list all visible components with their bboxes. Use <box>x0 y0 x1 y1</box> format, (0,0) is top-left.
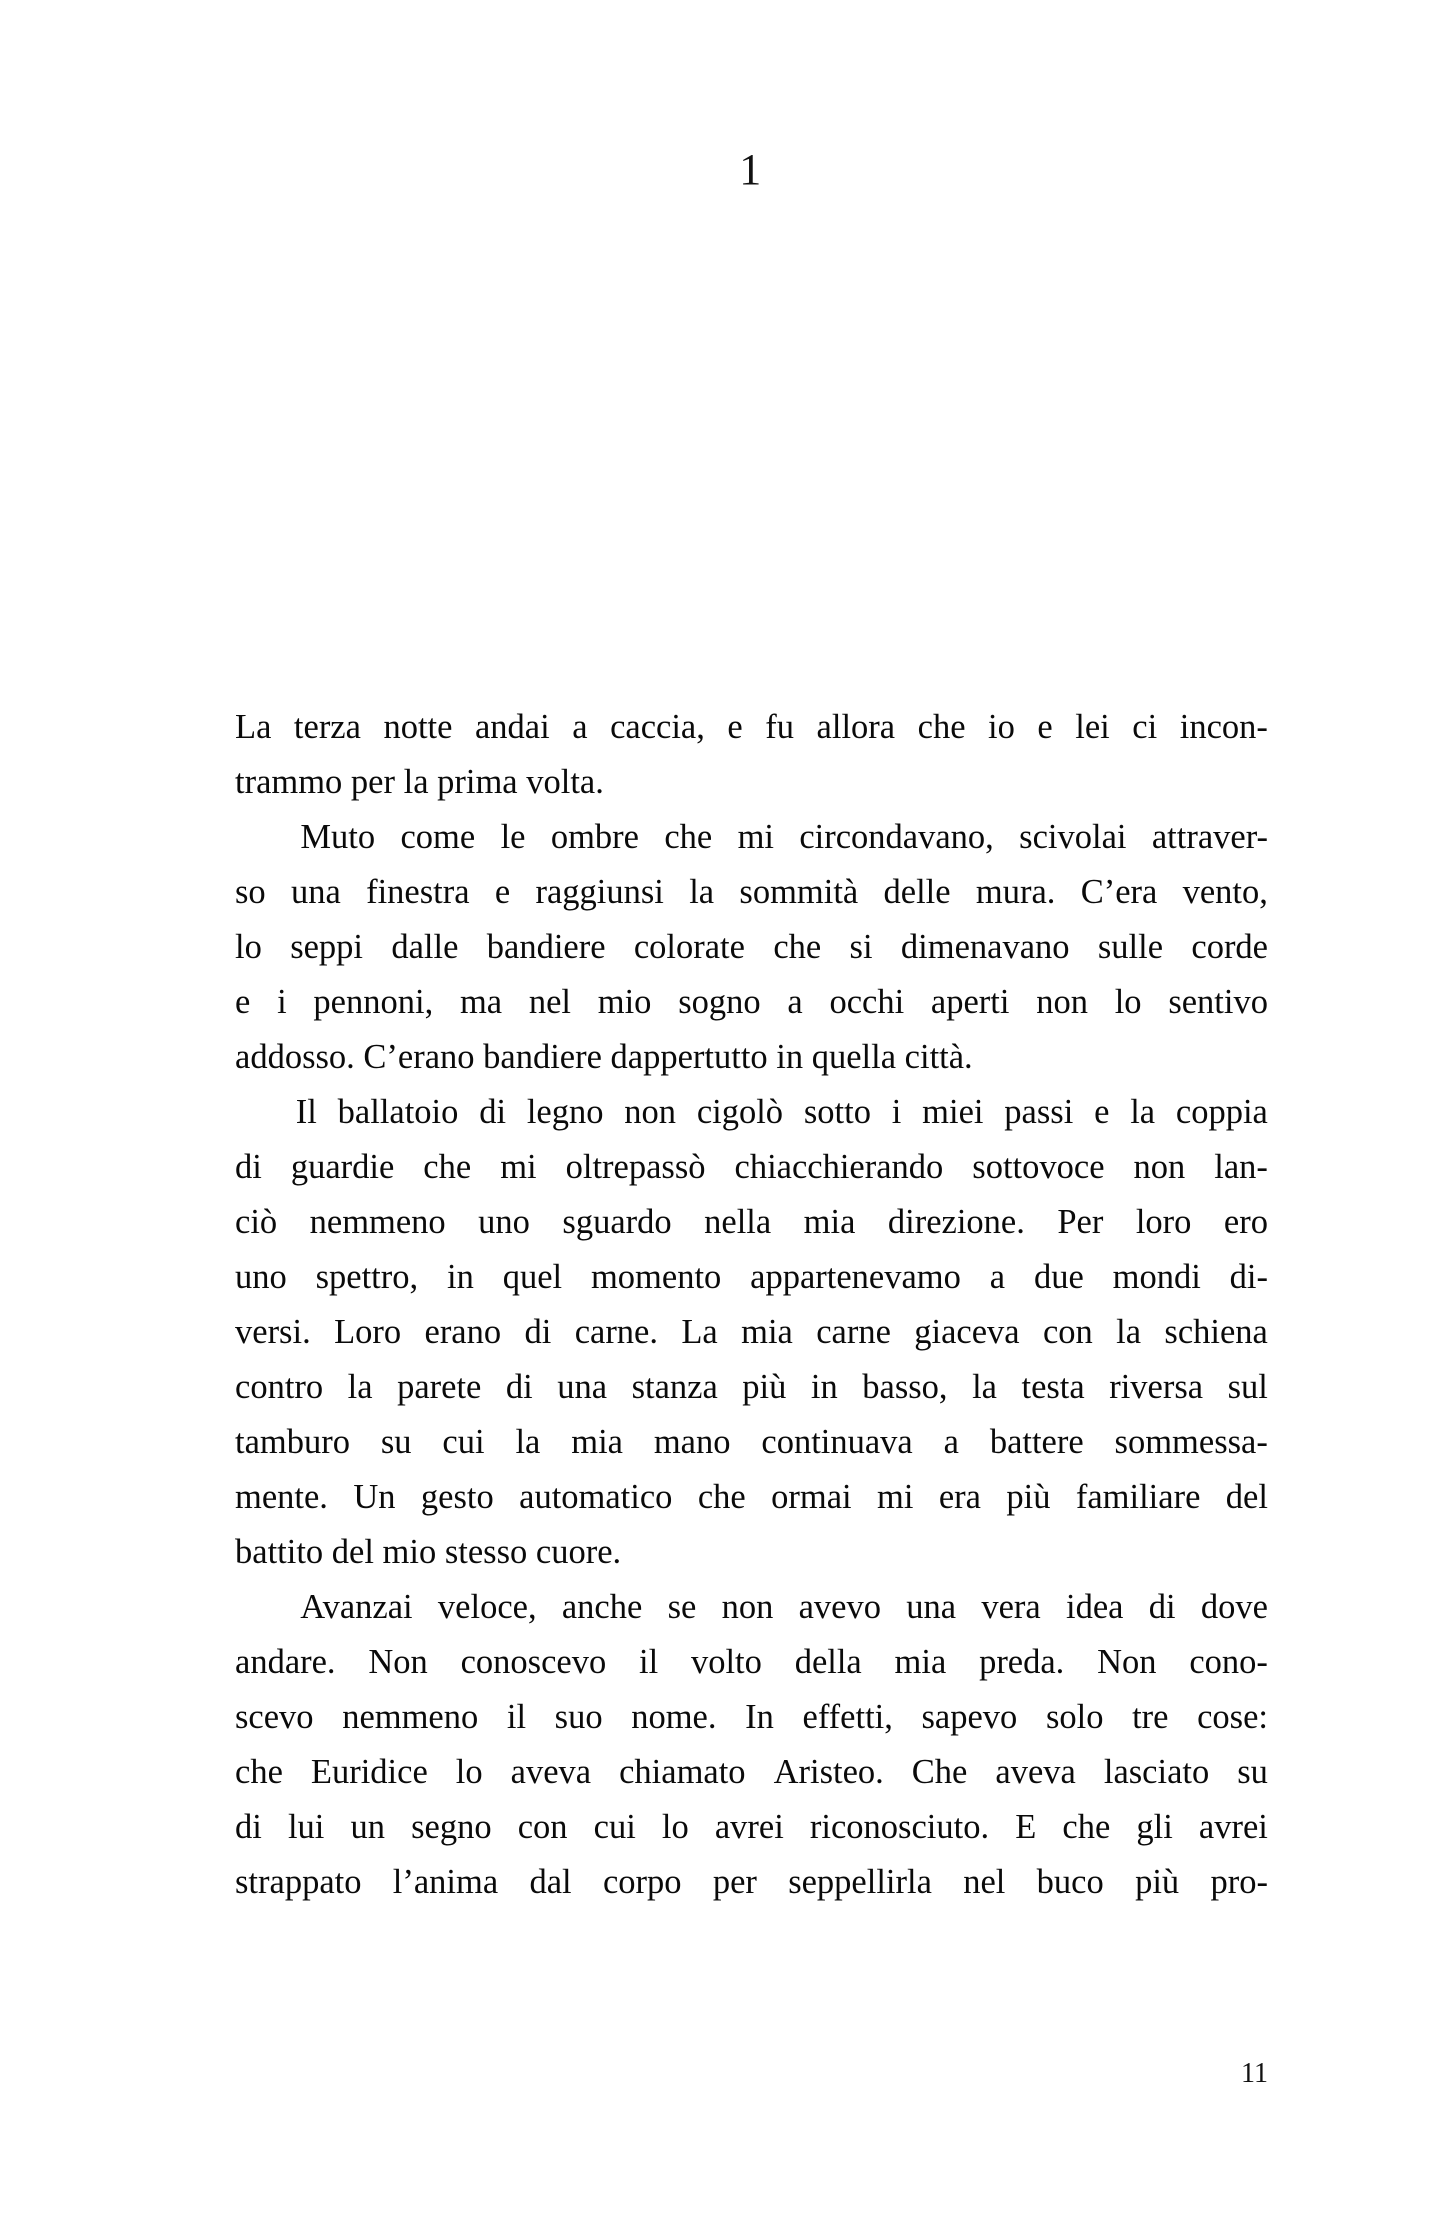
word: più <box>1135 1863 1180 1901</box>
word: aperti <box>930 983 1010 1021</box>
word: più <box>742 1368 787 1406</box>
word: ciò <box>235 1203 278 1241</box>
word: Per <box>1057 1203 1104 1241</box>
word: effetti, <box>802 1698 893 1736</box>
word: nome. <box>631 1698 717 1736</box>
word: su <box>1237 1753 1268 1791</box>
word: giaceva <box>914 1313 1020 1351</box>
word: seppi <box>290 928 364 966</box>
word: di- <box>1229 1258 1268 1296</box>
word: cono- <box>1189 1643 1268 1681</box>
word: pro- <box>1210 1863 1268 1901</box>
word: testa <box>1021 1368 1085 1406</box>
text-line <box>235 1745 1268 1800</box>
word: mia <box>571 1423 623 1461</box>
word: mia <box>741 1313 793 1351</box>
word: la <box>1116 1313 1142 1351</box>
word: colorate <box>633 928 745 966</box>
word: automatico <box>519 1478 673 1516</box>
word: mi <box>877 1478 914 1516</box>
word: Non <box>368 1643 428 1681</box>
word: Aristeo. <box>773 1753 884 1791</box>
word: lan- <box>1214 1148 1268 1186</box>
page-number-value: 11 <box>1241 2058 1268 2089</box>
word: che <box>697 1478 746 1516</box>
word: si <box>849 928 873 966</box>
text-line <box>235 975 1268 1030</box>
word: conoscevo <box>460 1643 607 1681</box>
paragraph <box>235 700 1268 810</box>
word: delle <box>883 873 951 911</box>
word: parete <box>397 1368 482 1406</box>
word: dalle <box>391 928 459 966</box>
word: dimenavano <box>900 928 1070 966</box>
word: la <box>1130 1093 1156 1131</box>
word: Non <box>1097 1643 1157 1681</box>
word: lo <box>661 1808 689 1846</box>
word: appartenevamo <box>750 1258 961 1296</box>
word: che <box>1062 1808 1111 1846</box>
word: nemmeno <box>342 1698 479 1736</box>
word: miei <box>922 1093 984 1131</box>
word: coppia <box>1175 1093 1268 1131</box>
word: di <box>505 1368 533 1406</box>
word: Un <box>353 1478 396 1516</box>
word: cui <box>442 1423 485 1461</box>
word: andare. <box>235 1643 336 1681</box>
word: a <box>943 1423 959 1461</box>
word: cigolò <box>696 1093 784 1131</box>
word: mi <box>737 818 774 856</box>
word: andai <box>474 708 550 746</box>
text-line <box>235 700 1268 755</box>
word: della <box>794 1643 862 1681</box>
word: che <box>917 708 966 746</box>
word: riversa <box>1109 1368 1204 1406</box>
word: lo <box>455 1753 483 1791</box>
word: stanza <box>631 1368 718 1406</box>
word: il <box>506 1698 527 1736</box>
word: sguardo <box>562 1203 672 1241</box>
word: cui <box>593 1808 636 1846</box>
text-line: trammo per la prima volta. <box>235 763 604 801</box>
word: che <box>423 1148 472 1186</box>
text-line <box>235 1635 1268 1690</box>
word: di <box>235 1148 262 1186</box>
word: a <box>787 983 803 1021</box>
body-text-block <box>235 700 1268 1910</box>
word: una <box>906 1588 957 1626</box>
word: so <box>235 873 266 911</box>
word: vento, <box>1182 873 1268 911</box>
word: gesto <box>420 1478 494 1516</box>
word: e <box>494 873 511 911</box>
word: e <box>1037 708 1053 746</box>
word: passi <box>1004 1093 1074 1131</box>
word: Avanzai <box>300 1588 413 1626</box>
word: sommessa- <box>1114 1423 1268 1461</box>
word: i <box>891 1093 902 1131</box>
word: la <box>515 1423 541 1461</box>
word: con <box>1042 1313 1093 1351</box>
word: aveva <box>995 1753 1076 1791</box>
text-line <box>235 920 1268 975</box>
word: la <box>347 1368 373 1406</box>
word: ballatoio <box>337 1093 459 1131</box>
word: di <box>524 1313 552 1351</box>
word: non <box>624 1093 677 1131</box>
word: l’anima <box>392 1863 499 1901</box>
word: basso, <box>862 1368 948 1406</box>
word: circondavano, <box>799 818 994 856</box>
word: battere <box>989 1423 1084 1461</box>
word: C’era <box>1080 873 1158 911</box>
word: e <box>235 983 251 1021</box>
word: oltrepassò <box>565 1148 706 1186</box>
word: Che <box>911 1753 968 1791</box>
text-line <box>235 1085 1268 1140</box>
word: sulle <box>1097 928 1164 966</box>
paragraph <box>235 1580 1268 1910</box>
word: non <box>1036 983 1088 1021</box>
word: i <box>277 983 287 1021</box>
word: lasciato <box>1103 1753 1210 1791</box>
text-line <box>235 1470 1268 1525</box>
word: tamburo <box>235 1423 350 1461</box>
word: mia <box>894 1643 947 1681</box>
word: Euridice <box>310 1753 428 1791</box>
word: in <box>447 1258 474 1296</box>
word: Il <box>295 1093 317 1131</box>
word: tre <box>1132 1698 1169 1736</box>
word: il <box>639 1643 659 1681</box>
word: aveva <box>510 1753 592 1791</box>
word: nel <box>963 1863 1006 1901</box>
word: legno <box>526 1093 604 1131</box>
word: ma <box>459 983 503 1021</box>
word: non <box>1133 1148 1186 1186</box>
paragraph <box>235 810 1268 1085</box>
word: scivolai <box>1019 818 1127 856</box>
word: loro <box>1135 1203 1192 1241</box>
word: lo <box>1114 983 1142 1021</box>
text-line <box>235 1800 1268 1855</box>
text-line: battito del mio stesso cuore. <box>235 1533 622 1571</box>
word: vera <box>981 1588 1041 1626</box>
word: solo <box>1045 1698 1104 1736</box>
word: la <box>689 873 715 911</box>
text-line <box>235 1305 1268 1360</box>
text-line <box>235 865 1268 920</box>
word: con <box>517 1808 568 1846</box>
word: non <box>721 1588 774 1626</box>
word: sapevo <box>921 1698 1018 1736</box>
word: a <box>989 1258 1006 1296</box>
word: cose: <box>1197 1698 1268 1736</box>
word: erano <box>424 1313 502 1351</box>
text-line <box>235 1855 1268 1910</box>
word: La <box>681 1313 718 1351</box>
word: gli <box>1136 1808 1173 1846</box>
text-line: addosso. C’erano bandiere dappertutto in quella città. <box>235 1038 973 1076</box>
word: di <box>479 1093 507 1131</box>
word: sul <box>1227 1368 1268 1406</box>
word: che <box>773 928 822 966</box>
word: del <box>1225 1478 1268 1516</box>
word: direzione. <box>887 1203 1025 1241</box>
word: continuava <box>761 1423 913 1461</box>
word: due <box>1033 1258 1084 1296</box>
text-line <box>235 810 1268 865</box>
word: uno <box>478 1203 530 1241</box>
word: buco <box>1036 1863 1104 1901</box>
word: segno <box>411 1808 492 1846</box>
word: lo <box>235 928 262 966</box>
word: versi. <box>235 1313 311 1351</box>
chapter-number-value: 1 <box>739 145 762 194</box>
word: momento <box>590 1258 722 1296</box>
word: avrei <box>714 1808 784 1846</box>
word: nella <box>704 1203 772 1241</box>
word: incon- <box>1179 708 1268 746</box>
word: corde <box>1191 928 1268 966</box>
text-line <box>235 1690 1268 1745</box>
word: mano <box>653 1423 731 1461</box>
word: un <box>350 1808 385 1846</box>
word: io <box>988 708 1015 746</box>
word: una <box>290 873 341 911</box>
word: mi <box>500 1148 537 1186</box>
word: riconosciuto. <box>809 1808 990 1846</box>
word: In <box>745 1698 774 1736</box>
word: bandiere <box>486 928 606 966</box>
word: attraver- <box>1151 818 1268 856</box>
word: nel <box>528 983 572 1021</box>
word: E <box>1015 1808 1037 1846</box>
word: strappato <box>235 1863 362 1901</box>
text-line <box>235 1580 1268 1635</box>
word: Muto <box>300 818 376 856</box>
word: veloce, <box>437 1588 537 1626</box>
word: fu <box>765 708 795 746</box>
word: avevo <box>798 1588 881 1626</box>
word: chiacchierando <box>734 1148 944 1186</box>
word: scevo <box>235 1698 314 1736</box>
word: suo <box>554 1698 603 1736</box>
word: dove <box>1200 1588 1268 1626</box>
word: e <box>1094 1093 1110 1131</box>
word: in <box>810 1368 838 1406</box>
word: lei <box>1075 708 1110 746</box>
word: era <box>938 1478 981 1516</box>
word: caccia, <box>610 708 705 746</box>
word: chiamato <box>619 1753 746 1791</box>
word: a <box>572 708 588 746</box>
word: per <box>712 1863 757 1901</box>
word: dal <box>529 1863 572 1901</box>
word: nemmeno <box>309 1203 446 1241</box>
word: sottovoce <box>972 1148 1105 1186</box>
word: notte <box>383 708 453 746</box>
word: sommità <box>739 873 859 911</box>
word: guardie <box>290 1148 395 1186</box>
word: sotto <box>803 1093 871 1131</box>
word: la <box>972 1368 997 1406</box>
word: su <box>380 1423 412 1461</box>
word: quel <box>502 1258 563 1296</box>
paragraph <box>235 1085 1268 1580</box>
word: mura. <box>975 873 1056 911</box>
word: schiena <box>1164 1313 1268 1351</box>
word: lui <box>287 1808 325 1846</box>
text-line <box>235 1195 1268 1250</box>
word: pennoni, <box>313 983 434 1021</box>
word: corpo <box>602 1863 682 1901</box>
word: mente. <box>235 1478 328 1516</box>
word: finestra <box>366 873 470 911</box>
word: le <box>500 818 526 856</box>
word: La <box>235 708 272 746</box>
word: che <box>235 1753 283 1791</box>
word: che <box>664 818 713 856</box>
word: di <box>1148 1588 1176 1626</box>
text-line <box>235 1415 1268 1470</box>
word: più <box>1006 1478 1051 1516</box>
word: occhi <box>829 983 905 1021</box>
chapter-number <box>0 145 1445 194</box>
word: ombre <box>550 818 639 856</box>
word: se <box>667 1588 697 1626</box>
word: idea <box>1065 1588 1124 1626</box>
word: preda. <box>979 1643 1065 1681</box>
word: anche <box>561 1588 643 1626</box>
word: uno <box>235 1258 287 1296</box>
word: spettro, <box>315 1258 419 1296</box>
word: una <box>557 1368 608 1406</box>
word: di <box>235 1808 262 1846</box>
text-line <box>235 1140 1268 1195</box>
word: allora <box>816 708 896 746</box>
word: e <box>727 708 743 746</box>
word: carne. <box>574 1313 658 1351</box>
word: terza <box>293 708 361 746</box>
word: ci <box>1132 708 1158 746</box>
word: mia <box>803 1203 856 1241</box>
word: mio <box>597 983 652 1021</box>
word: ormai <box>771 1478 852 1516</box>
word: come <box>400 818 476 856</box>
word: volto <box>690 1643 762 1681</box>
word: ero <box>1223 1203 1268 1241</box>
word: Loro <box>334 1313 402 1351</box>
word: seppellirla <box>788 1863 932 1901</box>
word: sentivo <box>1168 983 1268 1021</box>
word: mondi <box>1112 1258 1201 1296</box>
word: sogno <box>678 983 761 1021</box>
word: carne <box>816 1313 891 1351</box>
text-line <box>235 1250 1268 1305</box>
word: raggiunsi <box>535 873 664 911</box>
word: avrei <box>1198 1808 1268 1846</box>
text-line <box>235 1360 1268 1415</box>
page-number <box>235 2060 1268 2088</box>
word: familiare <box>1075 1478 1201 1516</box>
word: contro <box>235 1368 324 1406</box>
